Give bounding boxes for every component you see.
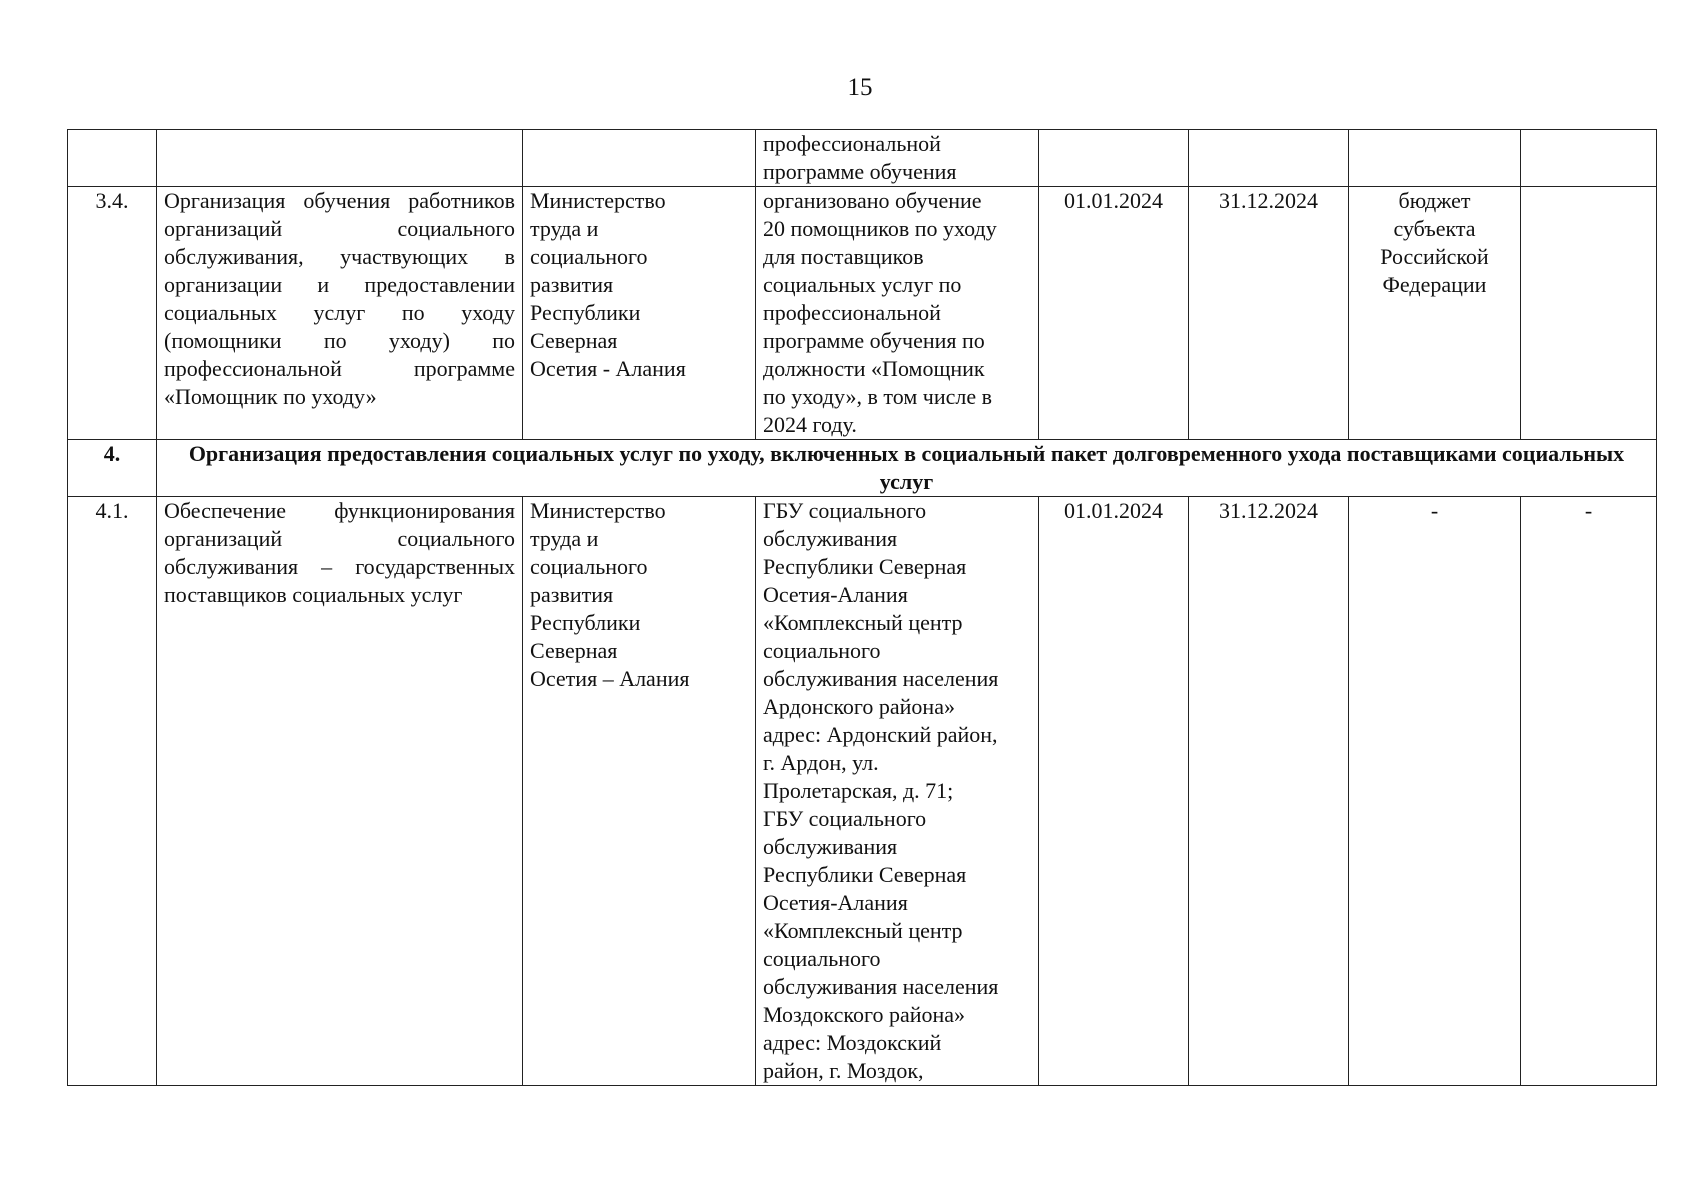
cell-last (1521, 130, 1657, 187)
result-line: 2024 году. (763, 412, 857, 437)
section-num: 4. (68, 440, 157, 497)
executor-line: Северная (530, 638, 618, 663)
result-line: профессиональной (763, 300, 941, 325)
executor-line: Республики (530, 300, 641, 325)
cell-result (756, 130, 1039, 187)
cell-source (1349, 130, 1521, 187)
result-line: обслуживания (763, 834, 898, 859)
cell-source: - (1349, 497, 1521, 1086)
executor-line: Министерство (530, 188, 666, 213)
cell-executor (523, 497, 756, 1086)
result-line: адрес: Моздокский (763, 1030, 942, 1055)
result-line: «Комплексный центр (763, 610, 963, 635)
cell-executor (523, 130, 756, 187)
result-line: ГБУ социального (763, 806, 927, 831)
result-line: социального (763, 946, 881, 971)
result-line: Осетия-Алания (763, 890, 908, 915)
result-line: 20 помощников по уходу (763, 216, 997, 241)
cell-start-date: 01.01.2024 (1039, 497, 1189, 1086)
table-row-4-1 (68, 497, 1657, 1086)
cell-source (1349, 187, 1521, 440)
cell-num (68, 130, 157, 187)
executor-line: труда и (530, 526, 599, 551)
result-line: Республики Северная (763, 862, 967, 887)
table-row-3-4 (68, 187, 1657, 440)
source-line: Федерации (1382, 272, 1487, 297)
executor-line: труда и (530, 216, 599, 241)
source-line: Российской (1380, 244, 1489, 269)
result-line: по уходу», в том числе в (763, 384, 992, 409)
cell-start (1039, 130, 1189, 187)
source-line: бюджет (1398, 188, 1471, 213)
executor-line: развития (530, 272, 614, 297)
section-title: Организация предоставления социальных услуг по уходу, включенных в социальный пакет долговременного ухода поставщиками социальных услуг (157, 440, 1657, 497)
executor-line: Северная (530, 328, 618, 353)
result-line: профессиональной (763, 131, 941, 156)
result-line: район, г. Моздок, (763, 1058, 924, 1083)
result-line: для поставщиков (763, 244, 924, 269)
executor-line: Осетия – Алания (530, 666, 690, 691)
result-line: Республики Северная (763, 554, 967, 579)
result-line: программе обучения (763, 159, 957, 184)
section-row-4 (68, 440, 1657, 497)
result-line: г. Ардон, ул. (763, 750, 879, 775)
result-line: адрес: Ардонский район, (763, 722, 998, 747)
result-line: обслуживания (763, 526, 898, 551)
cell-end (1189, 130, 1349, 187)
result-line: программе обучения по (763, 328, 985, 353)
result-line: обслуживания населения (763, 666, 999, 691)
cell-last (1521, 187, 1657, 440)
executor-line: Республики (530, 610, 641, 635)
result-line: организовано обучение (763, 188, 982, 213)
result-line: ГБУ социального (763, 498, 927, 523)
result-line: должности «Помощник (763, 356, 985, 381)
cell-num: 3.4. (68, 187, 157, 440)
cell-description (157, 130, 523, 187)
executor-line: развития (530, 582, 614, 607)
executor-line: Осетия - Алания (530, 356, 686, 381)
result-line: Моздокского района» (763, 1002, 966, 1027)
source-line: субъекта (1393, 216, 1476, 241)
cell-description: Организация обучения работников организаций социального обслуживания, участвующих в организации и предоставлении социальных услуг по уходу (помощники по уходу) по профессиональной программе «Помощник по уходу» (157, 187, 523, 440)
cell-executor (523, 187, 756, 440)
cell-end-date: 31.12.2024 (1189, 187, 1349, 440)
cell-last: - (1521, 497, 1657, 1086)
result-line: Ардонского района» (763, 694, 955, 719)
result-line: социального (763, 638, 881, 663)
result-line: Пролетарская, д. 71; (763, 778, 954, 803)
executor-line: социального (530, 554, 648, 579)
cell-start-date: 01.01.2024 (1039, 187, 1189, 440)
executor-line: Министерство (530, 498, 666, 523)
cell-result (756, 497, 1039, 1086)
result-line: социальных услуг по (763, 272, 962, 297)
result-line: «Комплексный центр (763, 918, 963, 943)
measures-table (67, 129, 1657, 1086)
executor-line: социального (530, 244, 648, 269)
cell-end-date: 31.12.2024 (1189, 497, 1349, 1086)
cell-description: Обеспечение функционирования организаций социального обслуживания – государственных поставщиков социальных услуг (157, 497, 523, 1086)
cell-num: 4.1. (68, 497, 157, 1086)
page-number: 15 (847, 74, 873, 101)
cell-result (756, 187, 1039, 440)
result-line: Осетия-Алания (763, 582, 908, 607)
result-line: обслуживания населения (763, 974, 999, 999)
table-row-continuation (68, 130, 1657, 187)
